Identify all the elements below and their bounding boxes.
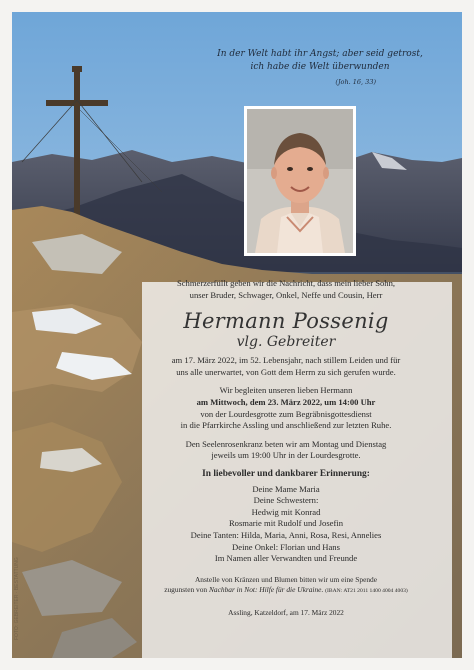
mourner-line: Deine Tanten: Hilda, Maria, Anni, Rosa, Resi, Annelies bbox=[190, 529, 382, 540]
deceased-name: Hermann Possenig bbox=[183, 309, 389, 334]
donation-line-2 bbox=[142, 585, 430, 596]
funeral-line-3: von der Lourdesgrotte zum Begräbnisgottesdienst bbox=[200, 408, 372, 419]
mourner-line: Deine Onkel: Florian und Hans bbox=[232, 541, 340, 552]
portrait-image bbox=[247, 109, 353, 253]
photo-credit: FOTO: GEBREITER · BESTATTUNG bbox=[14, 557, 20, 640]
funeral-line-4: in die Pfarrkirche Assling und anschließend zur letzten Ruhe. bbox=[180, 420, 392, 431]
funeral-date: am Mittwoch, dem 23. März 2022, um 14:00 Uhr bbox=[196, 396, 376, 407]
intro-line-1: Schmerzerfüllt geben wir die Nachricht, dass mein lieber Sohn, bbox=[176, 278, 396, 288]
mourner-line: Im Namen aller Verwandten und Freunde bbox=[214, 553, 358, 564]
mourner-line: Hedwig mit Konrad bbox=[251, 506, 321, 517]
place-date: Assling, Katzeldorf, am 17. März 2022 bbox=[228, 607, 344, 617]
portrait-photo bbox=[247, 109, 353, 253]
intro-line-2: unser Bruder, Schwager, Onkel, Neffe und Cousin, Herr bbox=[189, 289, 383, 300]
mourner-line: Deine Mame Maria bbox=[252, 483, 320, 494]
death-line-1: am 17. März 2022, im 52. Lebensjahr, nach stillem Leiden und für bbox=[171, 355, 401, 366]
mourner-line: Rosmarie mit Rudolf und Josefin bbox=[228, 518, 344, 529]
quote-source: (Joh. 16, 33) bbox=[335, 78, 376, 86]
donation-prefix: zugunsten von bbox=[164, 584, 208, 594]
donation-line-1: Anstelle von Kränzen und Blumen bitten wir um eine Spende bbox=[194, 574, 378, 584]
funeral-line-1: Wir begleiten unseren lieben Hermann bbox=[219, 385, 353, 396]
quote-line-1: In der Welt habt ihr Angst; aber seid getrost, bbox=[217, 49, 423, 59]
donation-iban: (IBAN: AT21 2011 1400 4004 4003) bbox=[325, 587, 408, 594]
rosary-line-2: jeweils um 19:00 Uhr in der Lourdesgrotte. bbox=[211, 450, 361, 461]
mourner-line: Deine Schwestern: bbox=[253, 495, 319, 506]
quote-line-2: ich habe die Welt überwunden bbox=[250, 62, 390, 72]
mourners-heading: In liebevoller und dankbarer Erinnerung: bbox=[202, 468, 370, 479]
death-line-2: uns alle unerwartet, von Gott dem Herrn zu sich gerufen wurde. bbox=[176, 366, 396, 377]
deceased-vulgo: vlg. Gebreiter bbox=[236, 334, 336, 351]
donation-cause: Nachbar in Not: Hilfe für die Ukraine. bbox=[208, 584, 324, 594]
rosary-line-1: Den Seelenrosenkranz beten wir am Montag und Dienstag bbox=[185, 438, 387, 449]
bible-quote bbox=[190, 48, 450, 89]
obituary-text bbox=[142, 278, 430, 618]
